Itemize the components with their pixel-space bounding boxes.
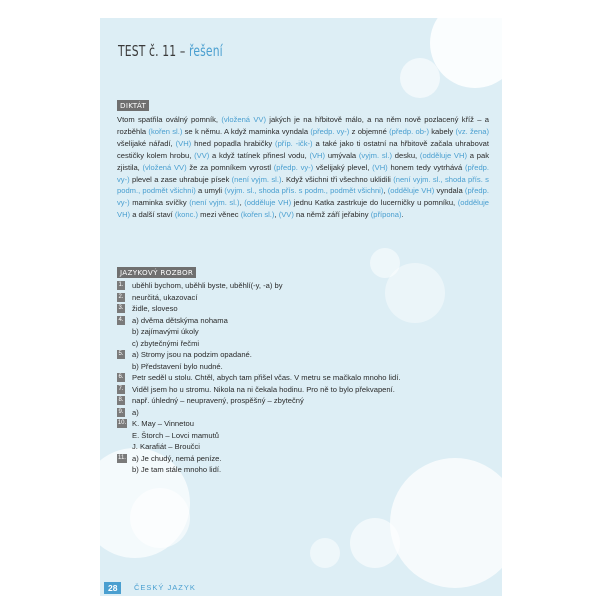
dictation-segment: všelijaký plevel, bbox=[313, 162, 373, 172]
dictation-segment: plevel a zase uhrabuje písek bbox=[129, 174, 232, 184]
answer-text: uběhli bychom, uběhli byste, uběhlí(-y, -a) by bbox=[132, 281, 283, 290]
answer-number: 4. bbox=[118, 316, 124, 323]
dictation-segment: všelijaké nářadí, bbox=[117, 138, 176, 148]
dictation-segment: umývala bbox=[325, 150, 359, 160]
title-dash: – bbox=[176, 42, 189, 60]
decorative-splash bbox=[350, 518, 400, 568]
answer-text: a) Je chudý, nemá peníze. bbox=[132, 453, 222, 463]
answer-text: neurčitá, ukazovací bbox=[132, 292, 198, 302]
grammar-note: (vz. žena) bbox=[455, 126, 490, 136]
answer-number: 1. bbox=[118, 282, 124, 288]
answer-text: židle, sloveso bbox=[132, 304, 178, 313]
answer-text: b) zajímavými úkoly bbox=[132, 327, 199, 336]
answer-row bbox=[117, 338, 489, 350]
dictation-section-label: DIKTÁT bbox=[117, 100, 149, 111]
dictation-segment: honem tedy vytrhává bbox=[387, 162, 465, 172]
grammar-note: (kořen sl.) bbox=[148, 126, 183, 136]
page-title bbox=[118, 42, 223, 60]
answer-row bbox=[117, 384, 489, 396]
grammar-note: (VV) bbox=[278, 210, 294, 220]
dictation-segment: jednu Katka zastrkuje do lucerničky u pomníku, bbox=[291, 198, 458, 208]
grammar-note: (předp. vy-) bbox=[117, 186, 489, 208]
answer-text: a) Stromy jsou na podzim opadané. bbox=[132, 350, 252, 359]
title-main: TEST č. 11 bbox=[118, 42, 177, 60]
grammar-note: (vyjm. sl.) bbox=[358, 150, 393, 160]
analysis-section-label: JAZYKOVÝ ROZBOR bbox=[117, 267, 196, 278]
grammar-note: (vložená VV) bbox=[221, 115, 266, 124]
dictation-segment: z objemné bbox=[349, 126, 390, 136]
grammar-note: (předp. ob-) bbox=[389, 126, 429, 136]
grammar-note: (odděluje VH) bbox=[117, 198, 489, 220]
dictation-segment: jakých je na hřbitově málo, a na něm nově pozlacený kříž – a rozběhla bbox=[117, 115, 489, 136]
answer-row bbox=[117, 395, 489, 407]
grammar-note: (předp. vy-) bbox=[117, 162, 489, 184]
answer-number: 8. bbox=[118, 397, 124, 403]
dictation-segment: kabely bbox=[428, 126, 456, 136]
dictation-segment: . bbox=[401, 210, 404, 220]
dictation-segment: . Když všichni tři všechno uklidili bbox=[281, 174, 394, 184]
answer-text: K. May – Vinnetou bbox=[132, 419, 194, 428]
subject-label: ČESKÝ JAZYK bbox=[134, 583, 196, 592]
answer-text: Viděl jsem ho u stromu. Nikola na ni čekala hodinu. Pro ně to bylo překvapení. bbox=[132, 384, 395, 394]
dictation-segment: na němž září jeřabiny bbox=[293, 210, 371, 220]
dictation-segment: a když tatínek přinesl vodu, bbox=[209, 150, 310, 160]
grammar-note: (předp. vy-) bbox=[310, 126, 350, 136]
dictation-segment: a také jako ti ostatní na hřbitově začala uhrabovat cestičky kolem hrobu, bbox=[117, 138, 490, 160]
answer-number: 9. bbox=[118, 408, 124, 415]
grammar-note: (příp. -ičk-) bbox=[275, 138, 313, 148]
answer-text: Petr seděl u stolu. Chtěl, abych tam přišel včas. V metru se mačkalo mnoho lidí. bbox=[132, 373, 401, 382]
dictation-segment: že za pomníkem vyrostl bbox=[186, 162, 274, 172]
grammar-note: (odděluje VH) bbox=[244, 198, 292, 208]
answer-number: 3. bbox=[118, 305, 124, 311]
answer-row bbox=[117, 407, 489, 419]
answer-row bbox=[117, 349, 489, 361]
answer-text: J. Karafiát – Broučci bbox=[132, 442, 200, 451]
decorative-splash bbox=[430, 18, 502, 88]
answer-row bbox=[117, 418, 489, 430]
dictation-segment: , bbox=[239, 198, 245, 208]
dictation-segment: mezi věnec bbox=[198, 210, 241, 220]
dictation-segment: desku, bbox=[392, 150, 420, 160]
decorative-splash bbox=[130, 488, 190, 548]
decorative-splash bbox=[390, 458, 502, 588]
answer-row bbox=[117, 453, 489, 465]
decorative-splash bbox=[310, 538, 340, 568]
grammar-note: (VH) bbox=[309, 150, 326, 160]
answer-text: např. úhledný – neupravený, prospěšný – zbytečný bbox=[132, 396, 304, 405]
answer-text: b) Představení bylo nudné. bbox=[132, 361, 223, 371]
dictation-segment: a pak zjistila, bbox=[117, 150, 490, 172]
title-accent: řešení bbox=[188, 42, 223, 60]
dictation-segment: se k němu. A když maminka vyndala bbox=[182, 126, 311, 136]
dictation-segment: hned popadla hrabičky bbox=[191, 138, 276, 148]
answer-row bbox=[117, 430, 489, 442]
decorative-splash bbox=[400, 58, 440, 98]
answer-row bbox=[117, 303, 489, 315]
dictation-segment: vyndala bbox=[434, 186, 465, 196]
grammar-note: (přípona) bbox=[370, 210, 402, 220]
answer-row bbox=[117, 372, 489, 384]
grammar-note: (předp. vy-) bbox=[273, 162, 314, 172]
grammar-note: (VH) bbox=[175, 138, 192, 148]
workbook-page bbox=[100, 18, 502, 596]
grammar-note: (není vyjm. sl.) bbox=[189, 198, 240, 208]
grammar-note: (odděluje VH) bbox=[419, 150, 468, 160]
answer-text: a) bbox=[132, 407, 139, 417]
answer-text: b) Je tam stále mnoho lidí. bbox=[132, 465, 222, 474]
grammar-note: (VH) bbox=[372, 162, 388, 172]
grammar-note: (není vyjm. sl.) bbox=[231, 174, 282, 184]
dictation-segment: a další staví bbox=[130, 210, 175, 220]
grammar-note: (konc.) bbox=[174, 210, 199, 220]
grammar-note: (vložená VV) bbox=[142, 162, 187, 172]
page-number: 28 bbox=[104, 582, 121, 594]
answer-number: 2. bbox=[118, 293, 124, 300]
grammar-note: (VV) bbox=[194, 150, 210, 160]
grammar-note: (není vyjm. sl., shoda přís. s podm., podmět všichni) bbox=[117, 174, 489, 196]
answer-row bbox=[117, 315, 489, 327]
grammar-note: (odděluje VH) bbox=[387, 186, 435, 196]
dictation-segment: a umyli bbox=[195, 186, 225, 196]
answer-row bbox=[117, 464, 489, 476]
answer-text: E. Štorch – Lovci mamutů bbox=[132, 430, 219, 440]
grammar-note: (vyjm. sl., shoda přís. s podm., podmět všichni) bbox=[224, 186, 384, 196]
page-footer bbox=[100, 578, 502, 596]
answer-number: 11. bbox=[118, 454, 126, 461]
grammar-note: (kořen sl.) bbox=[240, 210, 275, 220]
answer-number: 6. bbox=[118, 374, 124, 380]
answers-list bbox=[117, 280, 489, 476]
answer-row bbox=[117, 326, 489, 338]
dictation-segment: , bbox=[383, 186, 388, 196]
answer-number: 7. bbox=[118, 385, 124, 392]
answer-number: 10. bbox=[117, 420, 127, 426]
answer-row bbox=[117, 361, 489, 373]
dictation-segment: , bbox=[274, 210, 279, 220]
answer-text: c) zbytečnými řečmi bbox=[132, 338, 200, 348]
dictation-segment: Vtom spatřila oválný pomník, bbox=[117, 115, 222, 124]
answer-row bbox=[117, 441, 489, 453]
answer-row bbox=[117, 280, 489, 292]
dictation-segment: maminka svíčky bbox=[129, 198, 190, 208]
answer-row bbox=[117, 292, 489, 304]
answer-text: a) dvěma dětskýma nohama bbox=[132, 315, 228, 325]
answer-number: 5. bbox=[118, 351, 124, 357]
dictation-text bbox=[117, 114, 489, 221]
